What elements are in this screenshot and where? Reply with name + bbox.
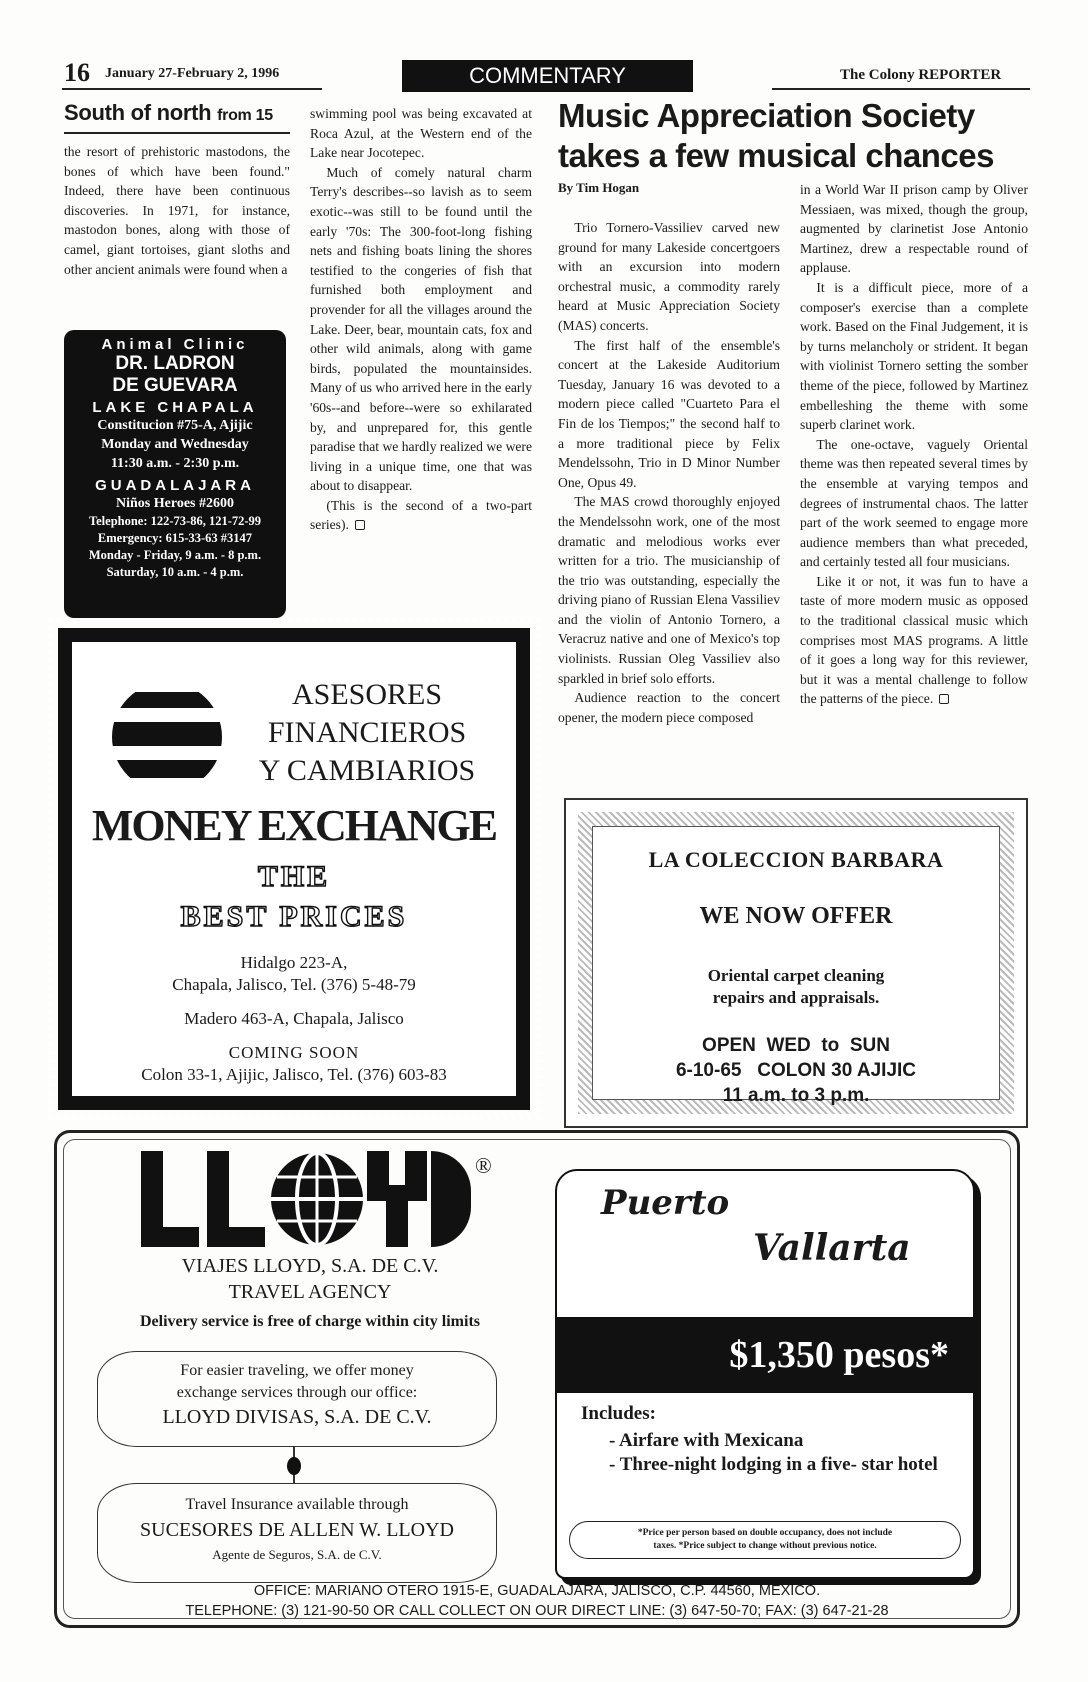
oval1-line2: exchange services through our office: [176, 1384, 418, 1401]
clinic-phone: Telephone: 122-73-86, 121-72-99 [88, 514, 262, 528]
la-coleccion-barbara-ad [566, 800, 1026, 1126]
firm-name-line3: Y CAMBIARIOS [258, 754, 476, 787]
animal-clinic-ad [64, 330, 286, 618]
barbara-hours [593, 1033, 999, 1108]
end-mark-icon [939, 694, 949, 704]
firm-name-line2: FINANCIEROS [267, 716, 467, 749]
address-line-4: Colon 33-1, Ajijic, Jalisco, Tel. (376) 603-83 [141, 1065, 447, 1084]
paragraph: swimming pool was being excavated at Roca Azul, at the Western end of the Lake near Jocotepec. [310, 106, 532, 161]
insurance-oval [97, 1483, 497, 1583]
clinic-hours-3: Saturday, 10 a.m. - 4 p.m. [106, 565, 244, 579]
continued-title: South of north [64, 100, 212, 125]
oval1-line1: For easier traveling, we offer money [180, 1362, 414, 1379]
office-telephone: TELEPHONE: (3) 121-90-50 OR CALL COLLECT ON OUR DIRECT LINE: (3) 647-50-70; FAX: (3) 647-21-28 [185, 1603, 889, 1619]
delivery-note: Delivery service is free of charge within city limits [139, 1313, 481, 1330]
connector-icon [285, 1447, 303, 1483]
office-address: OFFICE: MARIANO OTERO 1915-E, GUADALAJARA, JALISCO, C.P. 44560, MEXICO. [253, 1583, 821, 1599]
clinic-doctor-line2: DE GUEVARA [112, 375, 238, 396]
address-line-1: Hidalgo 223-A, [240, 953, 348, 972]
footnote-line1: *Price per person based on double occupancy, does not include [637, 1528, 893, 1538]
clinic-hours-2: Monday - Friday, 9 a.m. - 8 p.m. [88, 548, 262, 562]
best-prices-line1: THE [257, 860, 331, 893]
price-footnote [569, 1521, 961, 1559]
package-price: $1,350 pesos* [557, 1317, 973, 1393]
paragraph: Audience reaction to the concert opener, the modern piece composed [558, 690, 780, 725]
includes-label: Includes: [581, 1403, 656, 1424]
puerto-vallarta-package [555, 1169, 975, 1579]
headline-rule [64, 132, 290, 134]
pv-title-line2: Vallarta [753, 1227, 911, 1269]
oval1-line3: LLOYD DIVISAS, S.A. DE C.V. [162, 1406, 432, 1428]
lloyd-logo [141, 1151, 471, 1247]
article-column-1 [558, 218, 780, 727]
hours-line-2: 6-10-65 COLON 30 AJIJIC [675, 1060, 917, 1081]
footnote-line2: taxes. *Price subject to change without previous notice. [653, 1541, 877, 1551]
oval2-line2: SUCESORES DE ALLEN W. LLOYD [140, 1519, 454, 1541]
article-column-2 [800, 180, 1028, 709]
paragraph: It is a difficult piece, more of a composer's exercise than a complete work. Based on the Final Judgement, it is by turns melancholy or strident. It began with violinist Tornero setting the somber theme of the piece, followed by Martinez embelleshing the theme with some superb clarinet work. [800, 279, 1028, 433]
continued-headline [64, 100, 273, 126]
lloyd-company-name: VIAJES LLOYD, S.A. DE C.V. [181, 1255, 439, 1277]
includes-list [609, 1429, 949, 1477]
include-item-2: - Three-night lodging in a five- star hotel [609, 1454, 938, 1475]
include-item-1: - Airfare with Mexicana [609, 1430, 804, 1451]
barbara-services [593, 965, 999, 1009]
header-rule-left [62, 88, 322, 90]
continued-column-1 [64, 142, 290, 279]
continued-column-2 [310, 104, 532, 535]
paragraph: the resort of prehistoric mastodons, the bones of which have been found." Indeed, there have been continuous discoveries. In 1971, for instance, mastodon bones, along with those of camel, giant tortoises, giant sloths and other ancient animals were found when a [64, 144, 290, 277]
barbara-ad-panel [592, 826, 1000, 1106]
continued-from: from 15 [217, 107, 273, 124]
hours-line-1: OPEN WED to SUN [702, 1035, 890, 1056]
paragraph [310, 496, 532, 535]
article-byline: By Tim Hogan [558, 180, 640, 195]
money-exchange-ad [58, 628, 530, 1110]
section-tag: COMMENTARY [402, 60, 693, 92]
registered-mark: ® [475, 1153, 492, 1178]
page-number: 16 [64, 58, 90, 87]
issue-date: January 27-February 2, 1996 [105, 66, 280, 81]
header-rule-right [772, 88, 1030, 90]
clinic-heading: Animal Clinic [101, 336, 249, 353]
lloyd-travel-ad [54, 1130, 1020, 1628]
lloyd-agency-label: TRAVEL AGENCY [228, 1281, 392, 1303]
barbara-offer: WE NOW OFFER [699, 903, 893, 929]
striped-globe-logo-icon [112, 682, 222, 792]
paragraph: The first half of the ensemble's concert at the Lakeside Auditorium Tuesday, January 16 was devoted to a modern piece called "Cuarteto Para el Fin de los Tiempos;" the second half to a more traditional piece by Felix Mendelssohn, Trio in D Minor Number One, Opus 49. [558, 337, 780, 490]
clinic-hours-1: 11:30 a.m. - 2:30 p.m. [110, 456, 240, 471]
coming-soon: COMING SOON [228, 1043, 360, 1062]
barbara-title: LA COLECCION BARBARA [648, 847, 944, 872]
globe-icon [269, 1151, 365, 1247]
firm-name-line1: ASESORES [291, 678, 443, 711]
clinic-doctor-line1: DR. LADRON [115, 353, 235, 374]
oval2-line3: Agente de Seguros, S.A. de C.V. [212, 1547, 382, 1562]
clinic-emergency: Emergency: 615-33-63 #3147 [97, 531, 253, 545]
clinic-address-2: Niños Heroes #2600 [116, 496, 234, 511]
paragraph: Much of comely natural charm Terry's describes--so lavish as to seem exotic--was still to be found until the early '70s: The 300-foot-long fishing nets and fishing boats lining the shores testified to the congeries of fish that furnished both employment and provender for all the villages around the Lake. Deer, bear, mountain cats, fox and other wild animals, along with game birds, populated the mountainsides. Many of us who arrived here in the early '60s--and before--were so exhilarated by, and unprepared for, this gentle paradise that we hardly realized we were living in a unique time, one that was about to disappear. [310, 164, 532, 494]
paragraph: in a World War II prison camp by Oliver Messiaen, was mixed, though the group, augmented by clarinetist Jose Antonio Martinez, drew a respectable round of applause. [800, 182, 1028, 276]
best-prices-line2: BEST PRICES [180, 900, 408, 933]
service-line-1: Oriental carpet cleaning [707, 966, 885, 985]
money-exchange-oval [97, 1351, 497, 1447]
money-exchange-ad-panel [72, 642, 516, 1096]
oval2-line1: Travel Insurance available through [185, 1496, 409, 1513]
end-mark-icon [355, 520, 365, 530]
paragraph: Trio Tornero-Vassiliev carved new ground for many Lakeside concertgoers with an excursion into modern orchestral music, a commodity rarely heard at Music Appreciation Society (MAS) concerts. [558, 220, 780, 333]
paragraph: The MAS crowd thoroughly enjoyed the Mendelssohn work, one of the most dramatic and melodious works ever written for a trio. The musicianship of the trio was outstanding, especially the driving piano of Russian Elena Vassiliev and the violin of Antonio Tornero, a Veracruz native and one of Mexico's top violinists. Russian Oleg Vassiliev also sparkled in brief solo efforts. [558, 494, 780, 686]
paragraph: The one-octave, vaguely Oriental theme was then repeated several times by the ensemble at varying tempos and degrees of instrumental chaos. The latter part of the work seemed to engage more audience members than what preceded, and certainly tested all four musicians. [800, 436, 1028, 570]
article-headline: Music Appreciation Society takes a few musical chances [558, 97, 994, 174]
firm-name [242, 676, 492, 790]
pv-title-line1: Puerto [601, 1183, 730, 1223]
address-line-3: Madero 463-A, Chapala, Jalisco [184, 1009, 404, 1028]
newspaper-name: The Colony REPORTER [840, 67, 1002, 83]
clinic-location-1: LAKE CHAPALA [92, 399, 258, 416]
address-line-2: Chapala, Jalisco, Tel. (376) 5-48-79 [172, 975, 416, 994]
series-note: (This is the second of a two-part series). [310, 497, 532, 533]
closing-paragraph: Like it or not, it was fun to have a taste of more modern music as opposed to the traditional classical music which comprises most MAS programs. A little of it goes a long way for this reviewer, but it was a mental challenge to follow the patterns of the piece. [800, 573, 1028, 707]
clinic-days-1: Monday and Wednesday [101, 437, 249, 452]
paragraph [800, 572, 1028, 709]
clinic-address-1: Constitucion #75-A, Ajijic [97, 418, 253, 433]
clinic-location-2: GUADALAJARA [95, 477, 255, 494]
money-exchange-headline: MONEY EXCHANGE [91, 801, 497, 850]
service-line-2: repairs and appraisals. [712, 988, 880, 1007]
hours-line-3: 11 a.m. to 3 p.m. [722, 1085, 870, 1106]
